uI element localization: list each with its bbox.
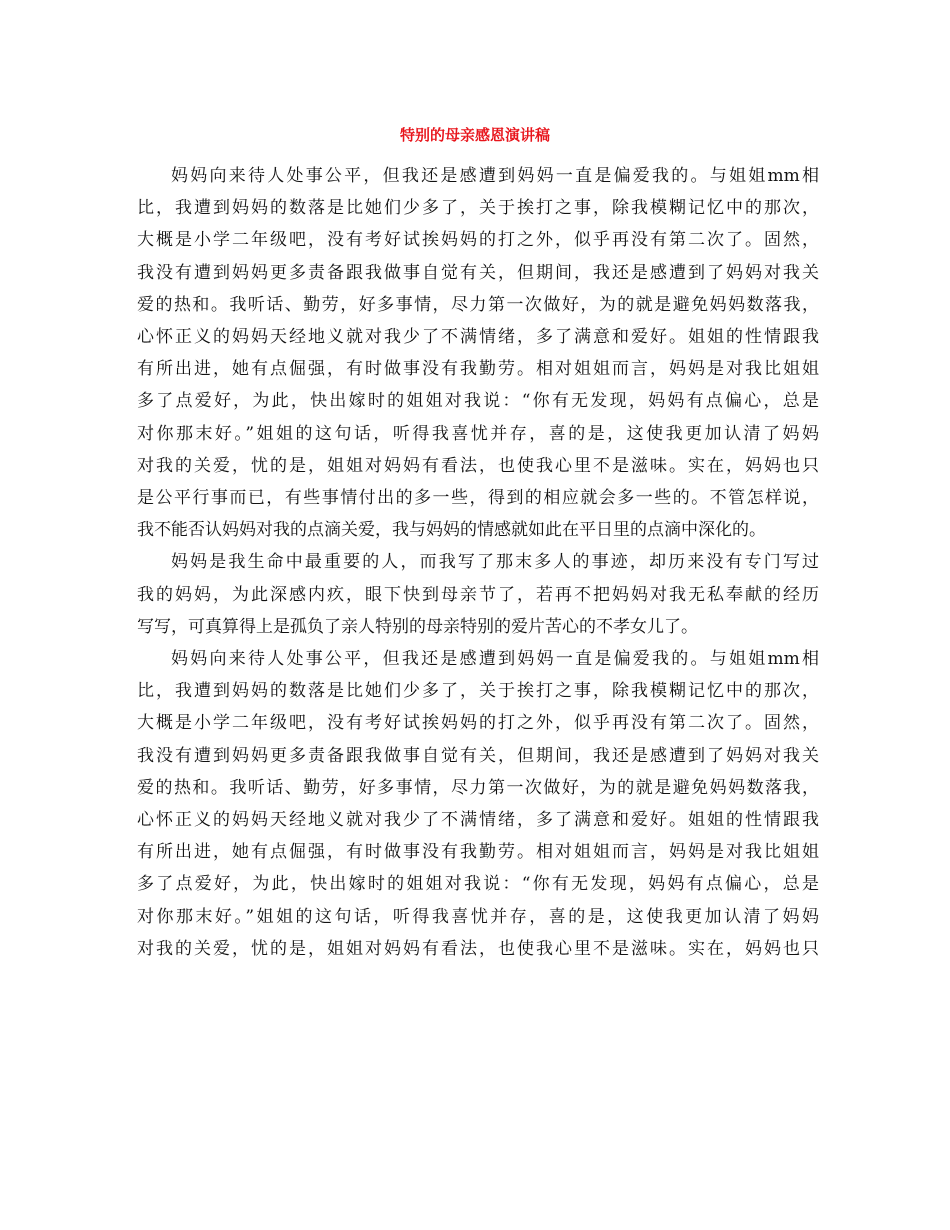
text-line: 爱的热和。我听话、勤劳，好多事情，尽力第一次做好，为的就是避免妈妈数落我， bbox=[137, 294, 819, 315]
body-paragraph bbox=[137, 160, 819, 546]
text-line: 大概是小学二年级吧，没有考好试挨妈妈的打之外，似乎再没有第二次了。固然， bbox=[137, 230, 819, 251]
text-line: 大概是小学二年级吧，没有考好试挨妈妈的打之外，似乎再没有第二次了。固然， bbox=[137, 713, 819, 734]
text-line: 多了点爱好，为此，快出嫁时的姐姐对我说：“你有无发现，妈妈有点偏心，总是 bbox=[137, 874, 819, 895]
text-line: 是公平行事而已，有些事情付出的多一些，得到的相应就会多一些的。不管怎样说， bbox=[137, 488, 819, 509]
text-line: 我没有遭到妈妈更多责备跟我做事自觉有关，但期间，我还是感遭到了妈妈对我关 bbox=[137, 745, 819, 766]
document-body bbox=[137, 160, 819, 965]
text-line: 写写，可真算得上是孤负了亲人特别的母亲特别的爱片苦心的不孝女儿了。 bbox=[137, 616, 698, 637]
text-line: 比，我遭到妈妈的数落是比她们少多了，关于挨打之事，除我模糊记忆中的那次， bbox=[137, 681, 819, 702]
text-line: 对你那末好。”姐姐的这句话，听得我喜忧并存，喜的是，这使我更加认清了妈妈 bbox=[137, 423, 819, 444]
text-line: 妈妈向来待人处事公平，但我还是感遭到妈妈一直是偏爱我的。与姐姐mm相 bbox=[171, 166, 819, 186]
text-line: 爱的热和。我听话、勤劳，好多事情，尽力第一次做好，为的就是避免妈妈数落我， bbox=[137, 777, 819, 798]
text-line: 心怀正义的妈妈天经地义就对我少了不满情绪，多了满意和爱好。姐姐的性情跟我 bbox=[137, 327, 819, 348]
text-line: 有所出进，她有点倔强，有时做事没有我勤劳。相对姐姐而言，妈妈是对我比姐姐 bbox=[137, 359, 819, 380]
text-line: 我的妈妈，为此深感内疚，眼下快到母亲节了，若再不把妈妈对我无私奉献的经历 bbox=[137, 584, 819, 605]
document-title: 特别的母亲感恩演讲稿 bbox=[399, 126, 550, 144]
text-line: 对我的关爱，忧的是，姐姐对妈妈有看法，也使我心里不是滋味。实在，妈妈也只 bbox=[137, 455, 819, 476]
text-line: 妈妈向来待人处事公平，但我还是感遭到妈妈一直是偏爱我的。与姐姐mm相 bbox=[171, 649, 819, 670]
text-line: 心怀正义的妈妈天经地义就对我少了不满情绪，多了满意和爱好。姐姐的性情跟我 bbox=[137, 810, 819, 831]
text-line: 对我的关爱，忧的是，姐姐对妈妈有看法，也使我心里不是滋味。实在，妈妈也只 bbox=[137, 938, 819, 959]
body-paragraph bbox=[137, 643, 819, 965]
text-line: 妈妈是我生命中最重要的人，而我写了那末多人的事迹，却历来没有专门写过 bbox=[171, 552, 819, 573]
text-line: 有所出进，她有点倔强，有时做事没有我勤劳。相对姐姐而言，妈妈是对我比姐姐 bbox=[137, 842, 819, 863]
text-line: 我不能否认妈妈对我的点滴关爱，我与妈妈的情感就如此在平日里的点滴中深化的。 bbox=[137, 520, 766, 541]
body-paragraph bbox=[137, 546, 819, 643]
text-line: 多了点爱好，为此，快出嫁时的姐姐对我说：“你有无发现，妈妈有点偏心，总是 bbox=[137, 391, 819, 412]
text-line: 比，我遭到妈妈的数落是比她们少多了，关于挨打之事，除我模糊记忆中的那次， bbox=[137, 198, 819, 219]
text-line: 我没有遭到妈妈更多责备跟我做事自觉有关，但期间，我还是感遭到了妈妈对我关 bbox=[137, 262, 819, 283]
text-line: 对你那末好。”姐姐的这句话，听得我喜忧并存，喜的是，这使我更加认清了妈妈 bbox=[137, 906, 819, 927]
